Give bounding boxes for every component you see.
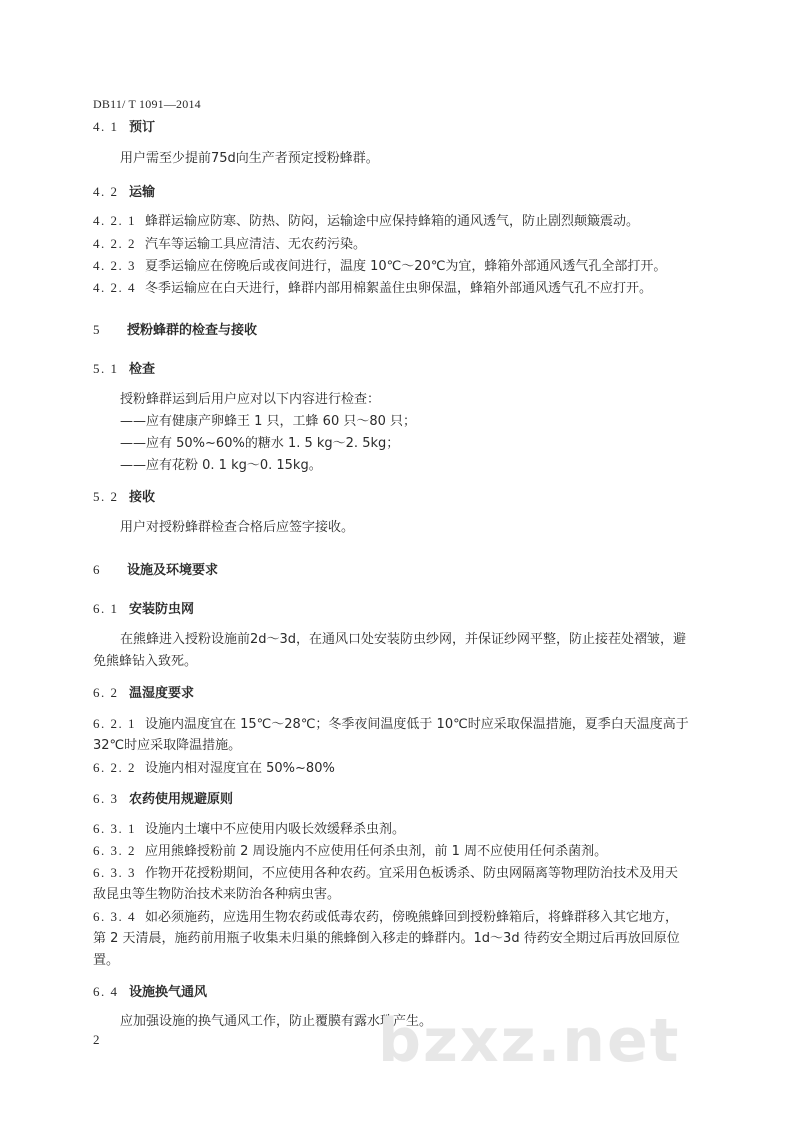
- text-line: [93, 908, 678, 927]
- clause-number: 6. 3. 4: [93, 909, 136, 924]
- subsection-heading: [93, 118, 155, 137]
- clause-text: 安装防虫网: [129, 602, 195, 617]
- text-line: [120, 457, 322, 475]
- clause-text: 农药使用规避原则: [129, 792, 234, 807]
- text-line: [120, 391, 380, 409]
- text-line: [120, 631, 686, 649]
- clause-text: 蜂群运输应防寒、防热、防闷，运输途中应保持蜂箱的通风透气，防止剧烈颠簸震动。: [145, 214, 640, 229]
- subsection-heading: [93, 600, 194, 619]
- subsection-heading: [93, 183, 155, 202]
- subsection-heading: [93, 790, 233, 809]
- clause-text: 用户对授粉蜂群检查合格后应签字接收。: [120, 520, 355, 535]
- clause-text: 授粉蜂群的检查与接收: [127, 323, 258, 338]
- clause-number: 6. 4: [93, 984, 119, 999]
- text-line: [93, 952, 119, 970]
- subsection-heading: [93, 684, 194, 703]
- clause-number: 4. 2: [93, 184, 119, 199]
- clause-text: 在熊蜂进入授粉设施前2d～3d，在通风口处安装防虫纱网，并保证纱网平整，防止接茬处褶皱，避: [120, 632, 687, 647]
- subsection-heading: [93, 983, 207, 1002]
- clause-number: 4. 1: [93, 119, 119, 134]
- clause-text: ——应有健康产卵蜂王 1 只，工蜂 60 只～80 只；: [120, 414, 417, 429]
- clause-text: ——应有花粉 0. 1 kg～0. 15kg。: [120, 458, 322, 473]
- text-line: [93, 930, 680, 948]
- section-heading: [93, 321, 257, 340]
- subsection-heading: [93, 488, 155, 507]
- clause-text: 温湿度要求: [129, 686, 195, 701]
- clause-text: 检查: [129, 362, 156, 377]
- text-line: [93, 212, 639, 231]
- clause-text: 运输: [129, 185, 156, 200]
- clause-text: 用户需至少提前75d向生产者预定授粉蜂群。: [120, 151, 379, 166]
- clause-text: 第 2 天清晨，施药前用瓶子收集未归巢的熊蜂倒入移走的蜂群内。1d～3d 待药安全期过后再放回原位: [93, 931, 680, 946]
- clause-text: ——应有 50%~60%的糖水 1. 5 kg～2. 5kg；: [120, 436, 400, 451]
- clause-number: 5. 2: [93, 489, 119, 504]
- clause-number: 6. 2: [93, 685, 119, 700]
- clause-text: 应加强设施的换气通风工作，防止覆膜有露水珠产生。: [120, 1014, 433, 1029]
- section-heading: [93, 561, 218, 580]
- text-line: [93, 279, 652, 298]
- text-line: [93, 235, 366, 254]
- clause-text: 应用熊蜂授粉前 2 周设施内不应使用任何杀虫剂，前 1 周不应使用任何杀菌剂。: [145, 844, 608, 859]
- text-line: [93, 653, 197, 671]
- clause-text: 接收: [129, 490, 156, 505]
- document-header: DB11/ T 1091—2014: [93, 97, 201, 111]
- text-line: [120, 150, 379, 168]
- text-line: [93, 715, 689, 734]
- watermark: bzxz.net: [378, 1006, 681, 1076]
- clause-text: 如必须施药，应选用生物农药或低毒农药，傍晚熊蜂回到授粉蜂箱后，将蜂群移入其它地方，: [145, 910, 679, 925]
- clause-number: 4. 2. 3: [93, 258, 136, 273]
- text-line: [93, 737, 241, 755]
- clause-text: 免熊蜂钻入致死。: [93, 654, 198, 669]
- clause-text: 冬季运输应在白天进行，蜂群内部用棉絮盖住虫卵保温，蜂箱外部通风透气孔不应打开。: [145, 281, 653, 296]
- subsection-heading: [93, 360, 155, 379]
- clause-number: 6. 3. 1: [93, 821, 136, 836]
- clause-number: 6. 1: [93, 601, 119, 616]
- clause-text: 设施内相对湿度宜在 50%~80%: [145, 761, 335, 776]
- clause-number: 4. 2. 4: [93, 280, 136, 295]
- clause-text: 授粉蜂群运到后用户应对以下内容进行检查：: [120, 392, 381, 407]
- clause-text: 设施内土壤中不应使用内吸长效缓释杀虫剂。: [145, 822, 406, 837]
- clause-number: 5: [93, 322, 101, 337]
- clause-number: 4. 2. 2: [93, 236, 136, 251]
- text-line: [93, 886, 340, 904]
- page-number: 2: [93, 1032, 100, 1047]
- text-line: [93, 820, 405, 839]
- clause-number: 6: [93, 562, 101, 577]
- text-line: [93, 842, 607, 861]
- clause-number: 4. 2. 1: [93, 213, 136, 228]
- clause-text: 设施及环境要求: [127, 563, 219, 578]
- text-line: [93, 864, 678, 883]
- clause-text: 设施换气通风: [129, 985, 208, 1000]
- clause-text: 置。: [93, 953, 120, 968]
- clause-number: 6. 3. 2: [93, 843, 136, 858]
- clause-number: 6. 3. 3: [93, 865, 136, 880]
- clause-text: 汽车等运输工具应清洁、无农药污染。: [145, 237, 367, 252]
- clause-number: 5. 1: [93, 361, 119, 376]
- clause-text: 设施内温度宜在 15℃～28℃；冬季夜间温度低于 10℃时应采取保温措施，夏季白天温度高于: [145, 717, 689, 732]
- clause-number: 6. 3: [93, 791, 119, 806]
- clause-text: 作物开花授粉期间，不应使用各种农药。宜采用色板诱杀、防虫网隔离等物理防治技术及用天: [145, 866, 679, 881]
- text-line: [93, 257, 666, 276]
- clause-text: 预订: [129, 120, 156, 135]
- text-line: [120, 519, 354, 537]
- clause-number: 6. 2. 1: [93, 716, 136, 731]
- clause-text: 夏季运输应在傍晚后或夜间进行，温度 10℃～20℃为宜，蜂箱外部通风透气孔全部打开。: [145, 259, 667, 274]
- text-line: [120, 435, 399, 453]
- text-line: [120, 413, 416, 431]
- clause-text: 敌昆虫等生物防治技术来防治各种病虫害。: [93, 887, 341, 902]
- clause-text: 32℃时应采取降温措施。: [93, 738, 242, 753]
- text-line: [93, 759, 335, 778]
- clause-number: 6. 2. 2: [93, 760, 136, 775]
